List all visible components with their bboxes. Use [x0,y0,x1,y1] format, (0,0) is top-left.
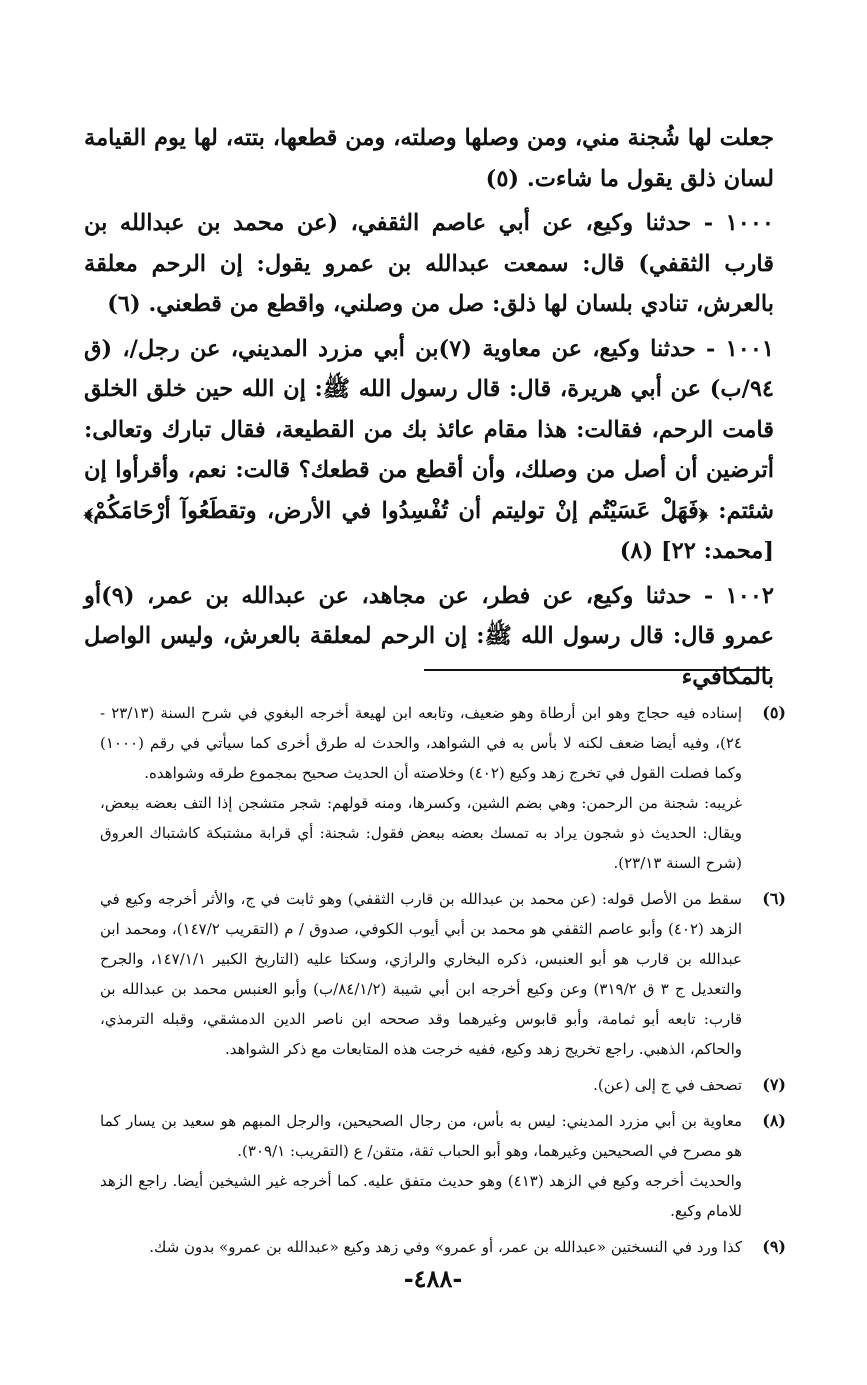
footnote-9 [100,1232,786,1262]
footnote-text: كذا ورد في النسختين «عبدالله بن عمر، أو عمرو» وفي زهد وكيع «عبدالله بن عمرو» بدون شك. [149,1238,742,1256]
footnote-number: (٥) [762,703,786,722]
footnote-text: تصحف في ج إلى (عن). [593,1076,742,1094]
footnote-text: والحديث أخرجه وكيع في الزهد (٤١٣) وهو حديث متفق عليه. كما أخرجه غير الشيخين أيضا. راجع الزهد للامام وكيع. [100,1172,742,1220]
footnote-text: إسناده فيه حجاج وهو ابن أرطاة وهو ضعيف، وتابعه ابن لهيعة أخرجه البغوي في شرح السنة (٢٣/١٣ - ٢٤)، وفيه أيضا ضعف لكنه لا بأس به في الشواهد، والحدث له طرق أخرى كما سيأتي في رقم (١٠٠٠) وكما فصلت القول في تخرج زهد وكيع (٤٠٢) وخلاصته أن الحديث صحيح بمجموع طرقه وشواهده. [100,704,742,782]
footnote-separator [424,669,770,671]
footnote-8 [100,1106,786,1226]
page-number: -٤٨٨- [403,1264,463,1293]
footnote-7 [100,1070,786,1100]
main-text [84,118,774,697]
footnote-number: (٦) [762,889,786,908]
footnote-5 [100,698,786,878]
main-paragraph: جعلت لها شُجنة مني، ومن وصلها وصلته، ومن قطعها، بتته، لها يوم القيامة لسان ذلق يقول ما شاءت. (٥) [84,125,774,192]
hadith-1002: ١٠٠٢ - حدثنا وكيع، عن فطر، عن مجاهد، عن عبدالله بن عمر، (٩)أو عمرو قال: قال رسول الله ﷺ: إن الرحم لمعلقة بالعرش، وليس الواصل بالمكافيء [84,582,774,690]
footnote-number: (٩) [762,1237,786,1256]
footnote-text: معاوية بن أبي مزرد المديني: ليس به بأس، من رجال الصحيحين، والرجل المبهم هو سعيد بن يسار كما هو مصرح في الصحيحين وغيرهما، وهو أبو الحباب ثقة، متقن/ ع (التقريب: ٣٠٩/١). [100,1112,742,1160]
footnote-number: (٧) [762,1075,786,1094]
footnote-number: (٨) [762,1111,786,1130]
hadith-1001: ١٠٠١ - حدثنا وكيع، عن معاوية (٧)بن أبي مزرد المديني، عن رجل/، (ق ٩٤/ب) عن أبي هريرة، قال: قال رسول الله ﷺ: إن الله حين خلق الخلق قامت الرحم، فقالت: هذا مقام عائذ بك من القطيعة، فقال تبارك وتعالى: أترضين أن أصل من وصلك، وأن أقطع من قطعك؟ قالت: نعم، وأقرأوا إن شئتم: ﴿فَهَلْ عَسَيْتُم إنْ توليتم أن تُفْسِدُوا في الأرض، وتقطَعُوآ أرْحَامَكُمْ﴾ [محمد: ٢٢] (٨) [84,335,774,564]
footnote-text: غريبه: شجنة من الرحمن: وهي بضم الشين، وكسرها، ومنه قولهم: شجر متشجن إذا التف بعضه ببعض، ويقال: الحديث ذو شجون يراد به تمسك بعضه ببعض فقول: شجنة: أي قرابة مشتبكة كاشتباك العروق (شرح السنة ٢٣/١٣). [100,794,742,872]
hadith-1000: ١٠٠٠ - حدثنا وكيع، عن أبي عاصم الثقفي، (عن محمد بن عبدالله بن قارب الثقفي) قال: سمعت عبدالله بن عمرو يقول: إن الرحم معلقة بالعرش، تنادي بلسان لها ذلق: صل من وصلني، واقطع من قطعني. (٦) [84,210,774,317]
footnote-text: سقط من الأصل قوله: (عن محمد بن عبدالله بن قارب الثقفي) وهو ثابت في ج، والأثر أخرجه وكيع في الزهد (٤٠٢) وأبو عاصم الثقفي هو محمد بن أبي أيوب الكوفي، صدوق / م (التقريب ١٤٧/٢)، ومحمد ابن عبدالله بن قارب هو أبو العنبس، ذكره البخاري والرازي، وسكتا عليه (التاريخ الكبير ١٤٧/١/١، والجرح والتعديل ج ٣ ق ٣١٩/٢) وعن وكيع أخرجه ابن أبي شيبة (٨٤/١/٢/ب) وأبو العنبس محمد بن عبدالله بن قارب: تابعه أبو ثمامة، وأبو قابوس وغيرهما وقد صححه ابن ناصر الدين الدمشقي، وقبله الترمذي، والحاكم، الذهبي. راجع تخريج زهد وكيع، ففيه خرجت هذه المتابعات مع ذكر الشواهد. [100,890,743,1058]
footnote-6 [100,884,786,1064]
footnotes [100,698,786,1268]
